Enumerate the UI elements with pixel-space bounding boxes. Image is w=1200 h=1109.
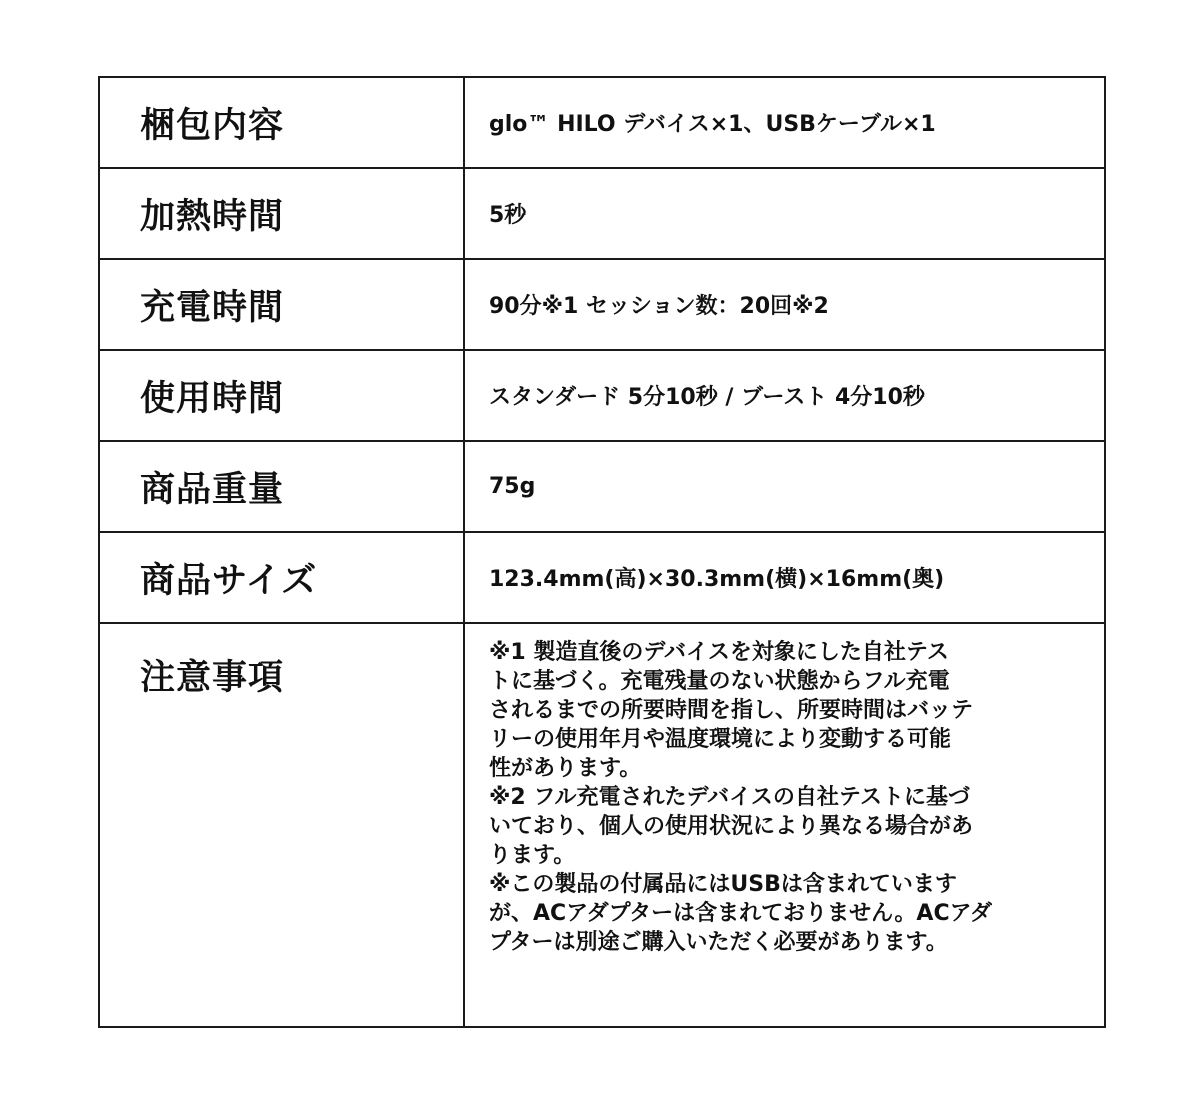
- notes-text: [464, 623, 1105, 1027]
- table-row-usage-time: [99, 350, 1105, 441]
- note-line: されるまでの所要時間を指し、所要時間はバッテ: [489, 698, 974, 723]
- table-row-package-contents: [99, 77, 1105, 168]
- table-row-charging-time: [99, 259, 1105, 350]
- note-line: ※1 製造直後のデバイスを対象にした自社テス: [489, 640, 949, 665]
- row-label: 梱包内容: [99, 77, 464, 168]
- note-line: ※この製品の付属品にはUSBは含まれています: [489, 872, 957, 897]
- row-label: 充電時間: [99, 259, 464, 350]
- note-line: プターは別途ご購入いただく必要があります。: [489, 930, 948, 955]
- note-line: が、ACアダプターは含まれておりません。ACアダ: [489, 901, 993, 926]
- table-row-heating-time: [99, 168, 1105, 259]
- note-line: 性があります。: [489, 756, 642, 781]
- table-row-product-weight: [99, 441, 1105, 532]
- row-value: glo™ HILO デバイス×1、USBケーブル×1: [464, 77, 1105, 168]
- note-line: リーの使用年月や温度環境により変動する可能: [489, 727, 952, 752]
- note-line: ※2 フル充電されたデバイスの自社テストに基づ: [489, 785, 971, 810]
- row-value: 5秒: [464, 168, 1105, 259]
- row-label: 加熱時間: [99, 168, 464, 259]
- row-value: 75g: [464, 441, 1105, 532]
- table-row-product-size: [99, 532, 1105, 623]
- row-label: 注意事項: [99, 623, 464, 1027]
- note-line: いており、個人の使用状況により異なる場合があ: [489, 814, 974, 839]
- row-label: 商品サイズ: [99, 532, 464, 623]
- row-value: 90分※1 セッション数：20回※2: [464, 259, 1105, 350]
- row-value: 123.4mm(高)×30.3mm(横)×16mm(奥): [464, 532, 1105, 623]
- row-label: 商品重量: [99, 441, 464, 532]
- note-line: トに基づく。充電残量のない状態からフル充電: [489, 669, 950, 694]
- row-value: スタンダード 5分10秒 / ブースト 4分10秒: [464, 350, 1105, 441]
- note-line: ります。: [489, 843, 576, 868]
- spec-table: [98, 76, 1106, 1028]
- row-label: 使用時間: [99, 350, 464, 441]
- table-row-notes: [99, 623, 1105, 1027]
